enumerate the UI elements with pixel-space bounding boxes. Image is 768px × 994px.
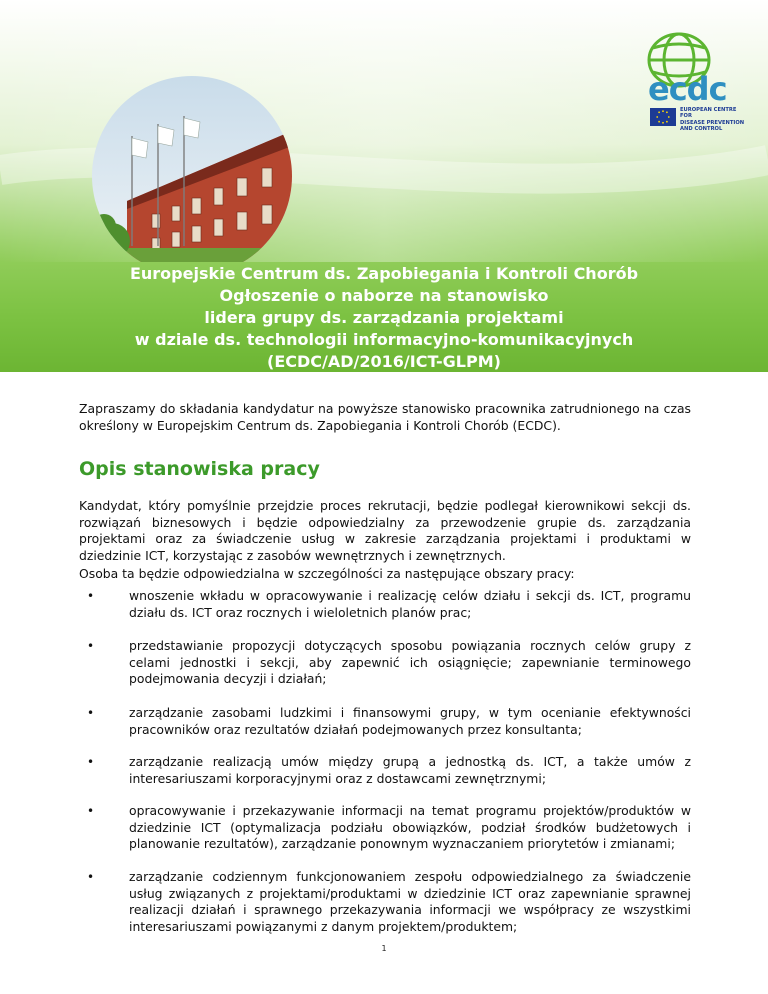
bullet-icon: •: [87, 589, 95, 603]
bullet-icon: •: [87, 804, 95, 818]
logo-subtitle: EUROPEAN CENTRE FOR DISEASE PREVENTION AND CONTROL: [680, 107, 745, 133]
bullet-icon: •: [87, 870, 95, 884]
intro-paragraph: Zapraszamy do składania kandydatur na powyższe stanowisko pracownika zatrudnionego na czas określony w Europejskim Centrum ds. Zapobiegania i Kontroli Chorób (ECDC).: [79, 401, 691, 433]
list-item: • przedstawianie propozycji dotyczących sposobu powiązania rocznych celów grupy z celami jednostki i sekcji, aby zapewnić ich osiągnięcie; zapewnianie terminowego podejmowania decyzji i działań;: [87, 638, 691, 686]
section-heading: Opis stanowiska pracy: [79, 458, 320, 480]
page-number: 1: [381, 944, 387, 953]
list-item: • opracowywanie i przekazywanie informacji na temat programu projektów/produktów w dziedzinie ICT (optymalizacja podziału obowiązków, podział środków budżetowych i planowanie rezultatów), zarządzanie ponownym wyznaczaniem priorytetów i zmianami;: [87, 803, 691, 851]
eu-flag-icon: [650, 108, 676, 126]
ecdc-logo: [628, 26, 745, 133]
bullet-icon: •: [87, 755, 95, 769]
list-item: • wnoszenie wkładu w opracowywanie i realizację celów działu i sekcji ds. ICT, programu działu ds. ICT oraz rocznych i wieloletnich planów prac;: [87, 588, 691, 620]
logo-wordmark: ecdc: [648, 70, 727, 108]
list-item: • zarządzanie realizacją umów między grupą a jednostką ds. ICT, a także umów z interesariuszami korporacyjnymi oraz z dostawcami zewnętrznymi;: [87, 754, 691, 786]
list-lead: Osoba ta będzie odpowiedzialna w szczególności za następujące obszary pracy:: [79, 566, 575, 581]
page-title: Europejskie Centrum ds. Zapobiegania i Kontroli Chorób Ogłoszenie o naborze na stanowisko lidera grupy ds. zarządzania projektami w dziale ds. technologii informacyjno-komunikacyjnych (ECDC/AD/2016/ICT-GLPM): [129, 264, 639, 371]
list-item: • zarządzanie zasobami ludzkimi i finansowymi grupy, w tym ocenianie efektywności pracowników oraz rezultatów działań podejmowanych przez konsultanta;: [87, 705, 691, 737]
building-photo: [92, 76, 292, 276]
hero-banner: [0, 0, 768, 262]
bullet-icon: •: [87, 639, 95, 653]
description-paragraph: Kandydat, który pomyślnie przejdzie proces rekrutacji, będzie podlegał kierownikowi sekcji ds. rozwiązań biznesowych i będzie odpowiedzialny za przewodzenie grupie ds. zarządzania projektami oraz za świadczenie usług w zakresie zarządzania projektami i produktami w dziedzinie ICT, korzystając z zasobów wewnętrznych i zewnętrznych.: [79, 498, 691, 563]
list-item: • zarządzanie codziennym funkcjonowaniem zespołu odpowiedzialnego za świadczenie usług związanych z projektami/produktami w dziedzinie ICT oraz zapewnianie sprawnej realizacji działań i sprawnego przekazywania informacji we współpracy ze wszystkimi interesariuszami powiązanymi z danym projektem/produktem;: [87, 869, 691, 934]
bullet-icon: •: [87, 706, 95, 720]
